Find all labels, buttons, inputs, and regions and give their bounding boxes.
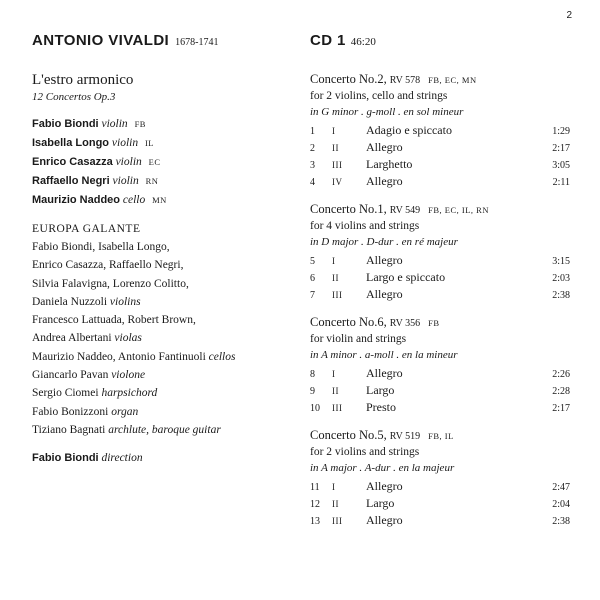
movement-number: I [332,126,336,136]
concerto-key: in D major . D-dur . en ré majeur [310,236,458,248]
soloist-item [32,153,287,172]
track-row[interactable] [310,366,570,383]
track-number: 7 [310,290,315,301]
track-row[interactable] [310,383,570,400]
track-number: 2 [310,143,315,154]
ensemble-role: violas [114,332,142,345]
composer-header [32,32,287,49]
soloist-abbr: RN [145,176,159,186]
concerto-block [310,201,570,304]
concerto-block [310,314,570,417]
concerto-block [310,427,570,530]
ensemble-line: Sergio Ciomei harpsichord [32,387,158,400]
track-number: 8 [310,369,315,380]
track-title: Allegro [366,174,403,188]
track-title: Largo e spiccato [366,270,446,284]
track-row[interactable] [310,287,570,304]
track-title: Allegro [366,479,403,493]
track-row[interactable] [310,253,570,270]
soloist-item [32,191,287,210]
soloist-list [32,115,287,210]
movement-number: III [332,160,343,170]
track-duration: 2:26 [552,369,570,380]
work-title: L'estro armonico [32,72,134,88]
soloist-item [32,115,287,134]
track-number: 12 [310,499,320,510]
track-duration: 2:47 [552,482,570,493]
concerto-heading [310,314,570,332]
soloist-instrument: violin [111,137,139,149]
soloist-name: Enrico Casazza [32,156,113,168]
concerto-block [310,71,570,191]
concerto-heading [310,71,570,89]
ensemble-role: organ [111,405,139,418]
director-credit [32,449,287,468]
soloist-name: Maurizio Naddeo [32,194,121,206]
track-title: Adagio e spiccato [366,123,452,137]
track-duration: 2:03 [552,273,570,284]
track-title: Largo [366,383,395,397]
movement-number: II [332,143,339,153]
track-number: 3 [310,160,315,171]
concerto-scoring: for 2 violins and strings [310,446,420,458]
concerto-rv: RV 578 [389,75,421,86]
ensemble-line: Tiziano Bagnati archlute, baroque guitar [32,423,221,436]
credits-column [32,32,287,468]
soloist-abbr: FB [134,119,146,129]
concerto-title: Concerto No.2, [310,72,387,86]
concerto-scoring: for 4 violins and strings [310,220,420,232]
track-title: Larghetto [366,157,413,171]
track-number: 11 [310,482,320,493]
track-title: Allegro [366,140,403,154]
ensemble-line: Andrea Albertani violas [32,332,142,345]
ensemble-line: Fabio Biondi, Isabella Longo, [32,241,170,253]
soloist-name: Isabella Longo [32,137,110,149]
soloist-abbr: IL [144,138,154,148]
concerto-soloists: FB [428,318,440,328]
track-row[interactable] [310,270,570,287]
composer-name: ANTONIO VIVALDI [32,32,170,49]
movement-number: I [332,369,336,379]
ensemble-role: cellos [208,350,236,363]
movement-number: IV [332,177,343,187]
soloist-name: Raffaello Negri [32,175,110,187]
concerto-heading [310,201,570,219]
track-row[interactable] [310,140,570,157]
cd-header [310,32,570,49]
ensemble-role: archlute, baroque guitar [108,423,221,436]
tracklist-column [310,32,570,540]
soloist-abbr: EC [148,157,161,167]
ensemble-role: harpsichord [101,387,158,400]
ensemble-line: Enrico Casazza, Raffaello Negri, [32,259,184,272]
track-row[interactable] [310,496,570,513]
director-name: Fabio Biondi [32,452,99,465]
track-duration: 3:15 [552,256,570,267]
concerto-scoring: for 2 violins, cello and strings [310,90,448,102]
concerto-key: in A major . A-dur . en la majeur [310,462,455,474]
track-duration: 2:28 [552,386,570,397]
movement-number: III [332,516,343,526]
ensemble-line: Maurizio Naddeo, Antonio Fantinuoli cellos [32,350,236,363]
concerto-key: in A minor . a-moll . en la mineur [310,349,458,361]
concerto-rv: RV 356 [389,318,421,329]
concerto-heading [310,427,570,445]
concerto-title: Concerto No.1, [310,202,387,216]
ensemble-name: EUROPA GALANTE [32,223,141,235]
track-number: 6 [310,273,315,284]
soloist-name: Fabio Biondi [32,118,99,130]
cd-duration: 46:20 [350,36,376,48]
concerto-title: Concerto No.6, [310,315,387,329]
track-duration: 2:04 [552,499,570,510]
concerto-key: in G minor . g-moll . en sol mineur [310,106,464,118]
track-row[interactable] [310,157,570,174]
director-role: direction [101,452,143,465]
track-number: 13 [310,516,320,527]
track-duration: 2:38 [552,516,570,527]
track-duration: 2:11 [552,177,570,188]
track-row[interactable] [310,400,570,417]
concerto-rv: RV 549 [389,205,421,216]
track-row[interactable] [310,174,570,191]
soloist-item [32,172,287,191]
work-subtitle: 12 Concertos Op.3 [32,91,116,103]
track-duration: 2:17 [552,143,570,154]
movement-number: II [332,273,339,283]
track-title: Allegro [366,513,403,527]
ensemble-line: Fabio Bonizzoni organ [32,405,139,418]
track-title: Presto [366,400,396,414]
movement-number: I [332,482,336,492]
concerto-rv: RV 519 [389,431,421,442]
concerto-soloists: FB, IL [428,431,454,441]
concerto-title: Concerto No.5, [310,428,387,442]
soloist-abbr: MN [152,195,167,205]
movement-number: III [332,290,343,300]
track-number: 4 [310,177,315,188]
ensemble-role: violone [111,369,146,382]
ensemble-line: Silvia Falavigna, Lorenzo Colitto, [32,277,189,290]
track-duration: 1:29 [552,126,570,137]
movement-number: II [332,386,339,396]
concerto-scoring: for violin and strings [310,333,407,345]
track-number: 9 [310,386,315,397]
track-title: Allegro [366,366,403,380]
track-duration: 2:17 [552,403,570,414]
soloist-instrument: violin [115,156,142,168]
movement-number: I [332,256,336,266]
soloist-instrument: violin [101,118,128,130]
composer-dates: 1678-1741 [175,37,219,48]
ensemble-line: Francesco Lattuada, Robert Brown, [32,314,196,327]
track-duration: 2:38 [552,290,570,301]
track-row[interactable] [310,479,570,496]
ensemble-role: violins [109,295,141,308]
track-duration: 3:05 [552,160,570,171]
track-number: 10 [310,403,320,414]
track-title: Allegro [366,253,403,267]
track-row[interactable] [310,513,570,530]
ensemble-roster [32,238,287,439]
track-number: 5 [310,256,315,267]
track-title: Largo [366,496,395,510]
page-number: 2 [566,10,572,21]
concerto-soloists: FB, EC, MN [428,75,477,85]
concerto-soloists: FB, EC, IL, RN [428,205,489,215]
movement-number: II [332,499,339,509]
track-title: Allegro [366,287,403,301]
soloist-instrument: cello [122,194,146,206]
ensemble-line: Daniela Nuzzoli violins [32,295,141,308]
track-number: 1 [310,126,315,137]
track-row[interactable] [310,123,570,140]
cd-label: CD 1 [310,32,346,49]
ensemble-line: Giancarlo Pavan violone [32,369,146,382]
soloist-instrument: violin [112,175,139,187]
movement-number: III [332,403,343,413]
soloist-item [32,134,287,153]
